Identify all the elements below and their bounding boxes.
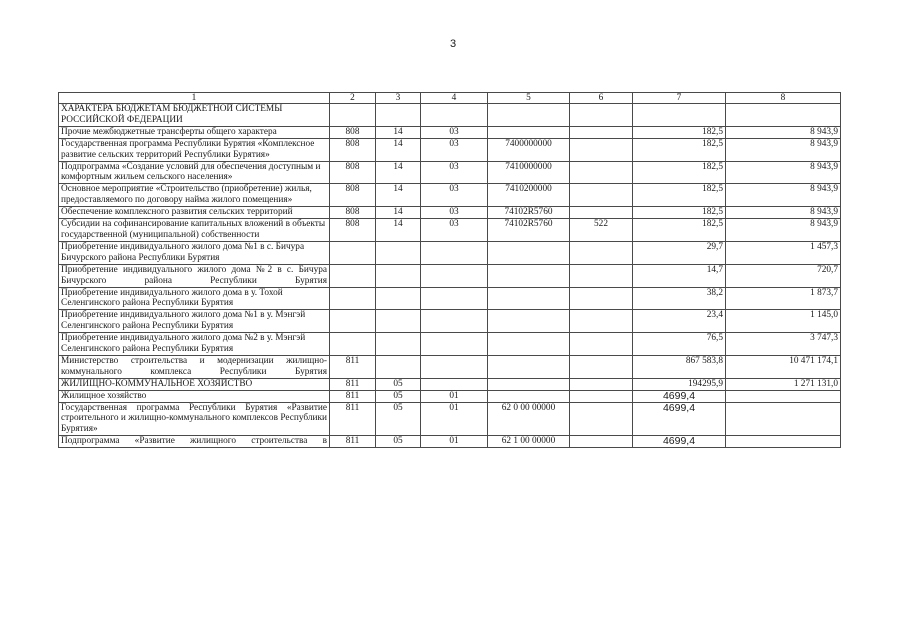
row-name: Жилищное хозяйство [59, 390, 330, 402]
budget-table [58, 92, 841, 448]
cell-subsection [421, 310, 488, 333]
cell-amount-1: 182,5 [633, 161, 726, 184]
cell-section [376, 355, 421, 378]
cell-subsection [421, 241, 488, 264]
cell-subsection [421, 355, 488, 378]
table-row [59, 333, 841, 356]
cell-admin-code: 808 [330, 207, 376, 219]
cell-amount-2: 8 943,9 [726, 184, 841, 207]
cell-amount-2: 1 457,3 [726, 241, 841, 264]
row-name: Государственная программа Республики Бурятия «Комплексное развитие сельских территорий Республики Бурятия» [59, 138, 330, 161]
cell-target-item: 7400000000 [488, 138, 570, 161]
cell-expense-type [570, 264, 633, 287]
cell-target-item [488, 126, 570, 138]
cell-admin-code: 811 [330, 436, 376, 448]
cell-section: 14 [376, 138, 421, 161]
cell-amount-1: 4699,4 [633, 436, 726, 448]
cell-admin-code: 811 [330, 355, 376, 378]
cell-subsection: 03 [421, 138, 488, 161]
row-name: Подпрограмма «Развитие жилищного строительства в [59, 436, 330, 448]
table-row [59, 138, 841, 161]
table-row [59, 390, 841, 402]
cell-section [376, 104, 421, 127]
cell-amount-2: 1 145,0 [726, 310, 841, 333]
cell-target-item [488, 390, 570, 402]
cell-amount-2: 8 943,9 [726, 138, 841, 161]
cell-subsection [421, 264, 488, 287]
cell-subsection: 03 [421, 184, 488, 207]
table-row [59, 184, 841, 207]
row-name: Приобретение индивидуального жилого дома №2 в у. Мэнгэй Селенгинского района Республики Бурятия [59, 333, 330, 356]
cell-admin-code [330, 104, 376, 127]
table-row [59, 310, 841, 333]
cell-expense-type [570, 310, 633, 333]
cell-expense-type [570, 355, 633, 378]
cell-target-item [488, 355, 570, 378]
page-number: 3 [449, 38, 457, 50]
column-number: 4 [421, 93, 488, 104]
cell-amount-2: 8 943,9 [726, 161, 841, 184]
column-number: 8 [726, 93, 841, 104]
table-row [59, 378, 841, 390]
cell-amount-1: 4699,4 [633, 390, 726, 402]
column-number: 3 [376, 93, 421, 104]
cell-expense-type [570, 104, 633, 127]
cell-amount-2: 1 271 131,0 [726, 378, 841, 390]
row-name: Приобретение индивидуального жилого дома №1 в у. Мэнгэй Селенгинского района Республики Бурятия [59, 310, 330, 333]
cell-amount-1: 182,5 [633, 184, 726, 207]
cell-expense-type: 522 [570, 219, 633, 242]
cell-target-item: 62 0 00 00000 [488, 402, 570, 436]
cell-amount-1: 29,7 [633, 241, 726, 264]
cell-amount-1: 23,4 [633, 310, 726, 333]
cell-amount-2: 8 943,9 [726, 126, 841, 138]
row-name: ЖИЛИЩНО-КОММУНАЛЬНОЕ ХОЗЯЙСТВО [59, 378, 330, 390]
cell-subsection: 03 [421, 161, 488, 184]
cell-section [376, 333, 421, 356]
cell-admin-code [330, 287, 376, 310]
cell-amount-1: 38,2 [633, 287, 726, 310]
cell-amount-2: 8 943,9 [726, 207, 841, 219]
column-number: 7 [633, 93, 726, 104]
cell-target-item: 7410000000 [488, 161, 570, 184]
cell-expense-type [570, 126, 633, 138]
table-row [59, 355, 841, 378]
column-number: 1 [59, 93, 330, 104]
cell-target-item [488, 310, 570, 333]
cell-amount-2: 3 747,3 [726, 333, 841, 356]
row-name: ХАРАКТЕРА БЮДЖЕТАМ БЮДЖЕТНОЙ СИСТЕМЫ РОССИЙСКОЙ ФЕДЕРАЦИИ [59, 104, 330, 127]
cell-subsection: 01 [421, 436, 488, 448]
cell-amount-1: 4699,4 [633, 402, 726, 436]
row-name: Основное мероприятие «Строительство (приобретение) жилья, предоставляемого по договору найма жилого помещения» [59, 184, 330, 207]
cell-admin-code: 811 [330, 378, 376, 390]
table-row [59, 219, 841, 242]
cell-amount-2 [726, 390, 841, 402]
cell-subsection [421, 104, 488, 127]
table-row [59, 104, 841, 127]
cell-amount-2 [726, 104, 841, 127]
cell-section: 05 [376, 390, 421, 402]
row-name: Государственная программа Республики Бурятия «Развитие строительного и жилищно-коммунального комплексов Республики Бурятия» [59, 402, 330, 436]
cell-section [376, 287, 421, 310]
cell-target-item [488, 104, 570, 127]
column-number-row [59, 93, 841, 104]
cell-section: 05 [376, 402, 421, 436]
column-number: 2 [330, 93, 376, 104]
cell-amount-2 [726, 402, 841, 436]
column-number: 5 [488, 93, 570, 104]
cell-section: 05 [376, 378, 421, 390]
table-row [59, 241, 841, 264]
cell-section: 14 [376, 219, 421, 242]
cell-amount-1: 867 583,8 [633, 355, 726, 378]
cell-admin-code [330, 241, 376, 264]
cell-section [376, 241, 421, 264]
cell-expense-type [570, 390, 633, 402]
cell-amount-2: 720,7 [726, 264, 841, 287]
cell-expense-type [570, 241, 633, 264]
cell-amount-1: 182,5 [633, 138, 726, 161]
cell-amount-2 [726, 436, 841, 448]
cell-target-item: 74102R5760 [488, 207, 570, 219]
cell-amount-1: 194295,9 [633, 378, 726, 390]
cell-subsection [421, 287, 488, 310]
table-row [59, 402, 841, 436]
cell-amount-2: 8 943,9 [726, 219, 841, 242]
cell-admin-code: 808 [330, 161, 376, 184]
cell-section: 14 [376, 126, 421, 138]
cell-target-item [488, 264, 570, 287]
table-row [59, 207, 841, 219]
cell-target-item [488, 333, 570, 356]
row-name: Приобретение индивидуального жилого дома №2 в с. Бичура Бичурского района Республики Бурятия [59, 264, 330, 287]
cell-amount-2: 10 471 174,1 [726, 355, 841, 378]
cell-section: 05 [376, 436, 421, 448]
cell-amount-1: 182,5 [633, 219, 726, 242]
cell-amount-1: 182,5 [633, 207, 726, 219]
table-row [59, 287, 841, 310]
cell-subsection [421, 378, 488, 390]
row-name: Приобретение индивидуального жилого дома в у. Тохой Селенгинского района Республики Бурятия [59, 287, 330, 310]
row-name: Прочие межбюджетные трансферты общего характера [59, 126, 330, 138]
table-row [59, 264, 841, 287]
cell-target-item [488, 378, 570, 390]
cell-amount-1: 182,5 [633, 126, 726, 138]
row-name: Приобретение индивидуального жилого дома №1 в с. Бичура Бичурского района Республики Бурятия [59, 241, 330, 264]
row-name: Подпрограмма «Создание условий для обеспечения доступным и комфортным жильем сельского населения» [59, 161, 330, 184]
cell-admin-code [330, 264, 376, 287]
cell-admin-code [330, 310, 376, 333]
cell-amount-2: 1 873,7 [726, 287, 841, 310]
cell-subsection: 01 [421, 390, 488, 402]
cell-admin-code: 811 [330, 402, 376, 436]
cell-amount-1: 76,5 [633, 333, 726, 356]
cell-admin-code: 808 [330, 126, 376, 138]
cell-section: 14 [376, 184, 421, 207]
cell-target-item: 74102R5760 [488, 219, 570, 242]
cell-subsection: 03 [421, 207, 488, 219]
cell-expense-type [570, 402, 633, 436]
cell-section: 14 [376, 207, 421, 219]
cell-expense-type [570, 333, 633, 356]
cell-subsection: 03 [421, 219, 488, 242]
cell-admin-code: 808 [330, 138, 376, 161]
cell-section [376, 264, 421, 287]
cell-admin-code: 808 [330, 219, 376, 242]
cell-admin-code: 811 [330, 390, 376, 402]
cell-expense-type [570, 287, 633, 310]
cell-expense-type [570, 436, 633, 448]
cell-subsection: 03 [421, 126, 488, 138]
cell-subsection [421, 333, 488, 356]
table-row [59, 436, 841, 448]
cell-expense-type [570, 138, 633, 161]
cell-section [376, 310, 421, 333]
cell-target-item: 62 1 00 00000 [488, 436, 570, 448]
cell-admin-code: 808 [330, 184, 376, 207]
cell-expense-type [570, 184, 633, 207]
cell-target-item [488, 241, 570, 264]
table-row [59, 161, 841, 184]
cell-expense-type [570, 378, 633, 390]
table-row [59, 126, 841, 138]
cell-amount-1: 14,7 [633, 264, 726, 287]
cell-subsection: 01 [421, 402, 488, 436]
cell-target-item [488, 287, 570, 310]
column-number: 6 [570, 93, 633, 104]
cell-expense-type [570, 161, 633, 184]
row-name: Обеспечение комплексного развития сельских территорий [59, 207, 330, 219]
row-name: Министерство строительства и модернизации жилищно-коммунального комплекса Республики Бурятия [59, 355, 330, 378]
cell-expense-type [570, 207, 633, 219]
cell-admin-code [330, 333, 376, 356]
cell-target-item: 7410200000 [488, 184, 570, 207]
cell-amount-1 [633, 104, 726, 127]
cell-section: 14 [376, 161, 421, 184]
row-name: Субсидии на софинансирование капитальных вложений в объекты государственной (муниципальной) собственности [59, 219, 330, 242]
